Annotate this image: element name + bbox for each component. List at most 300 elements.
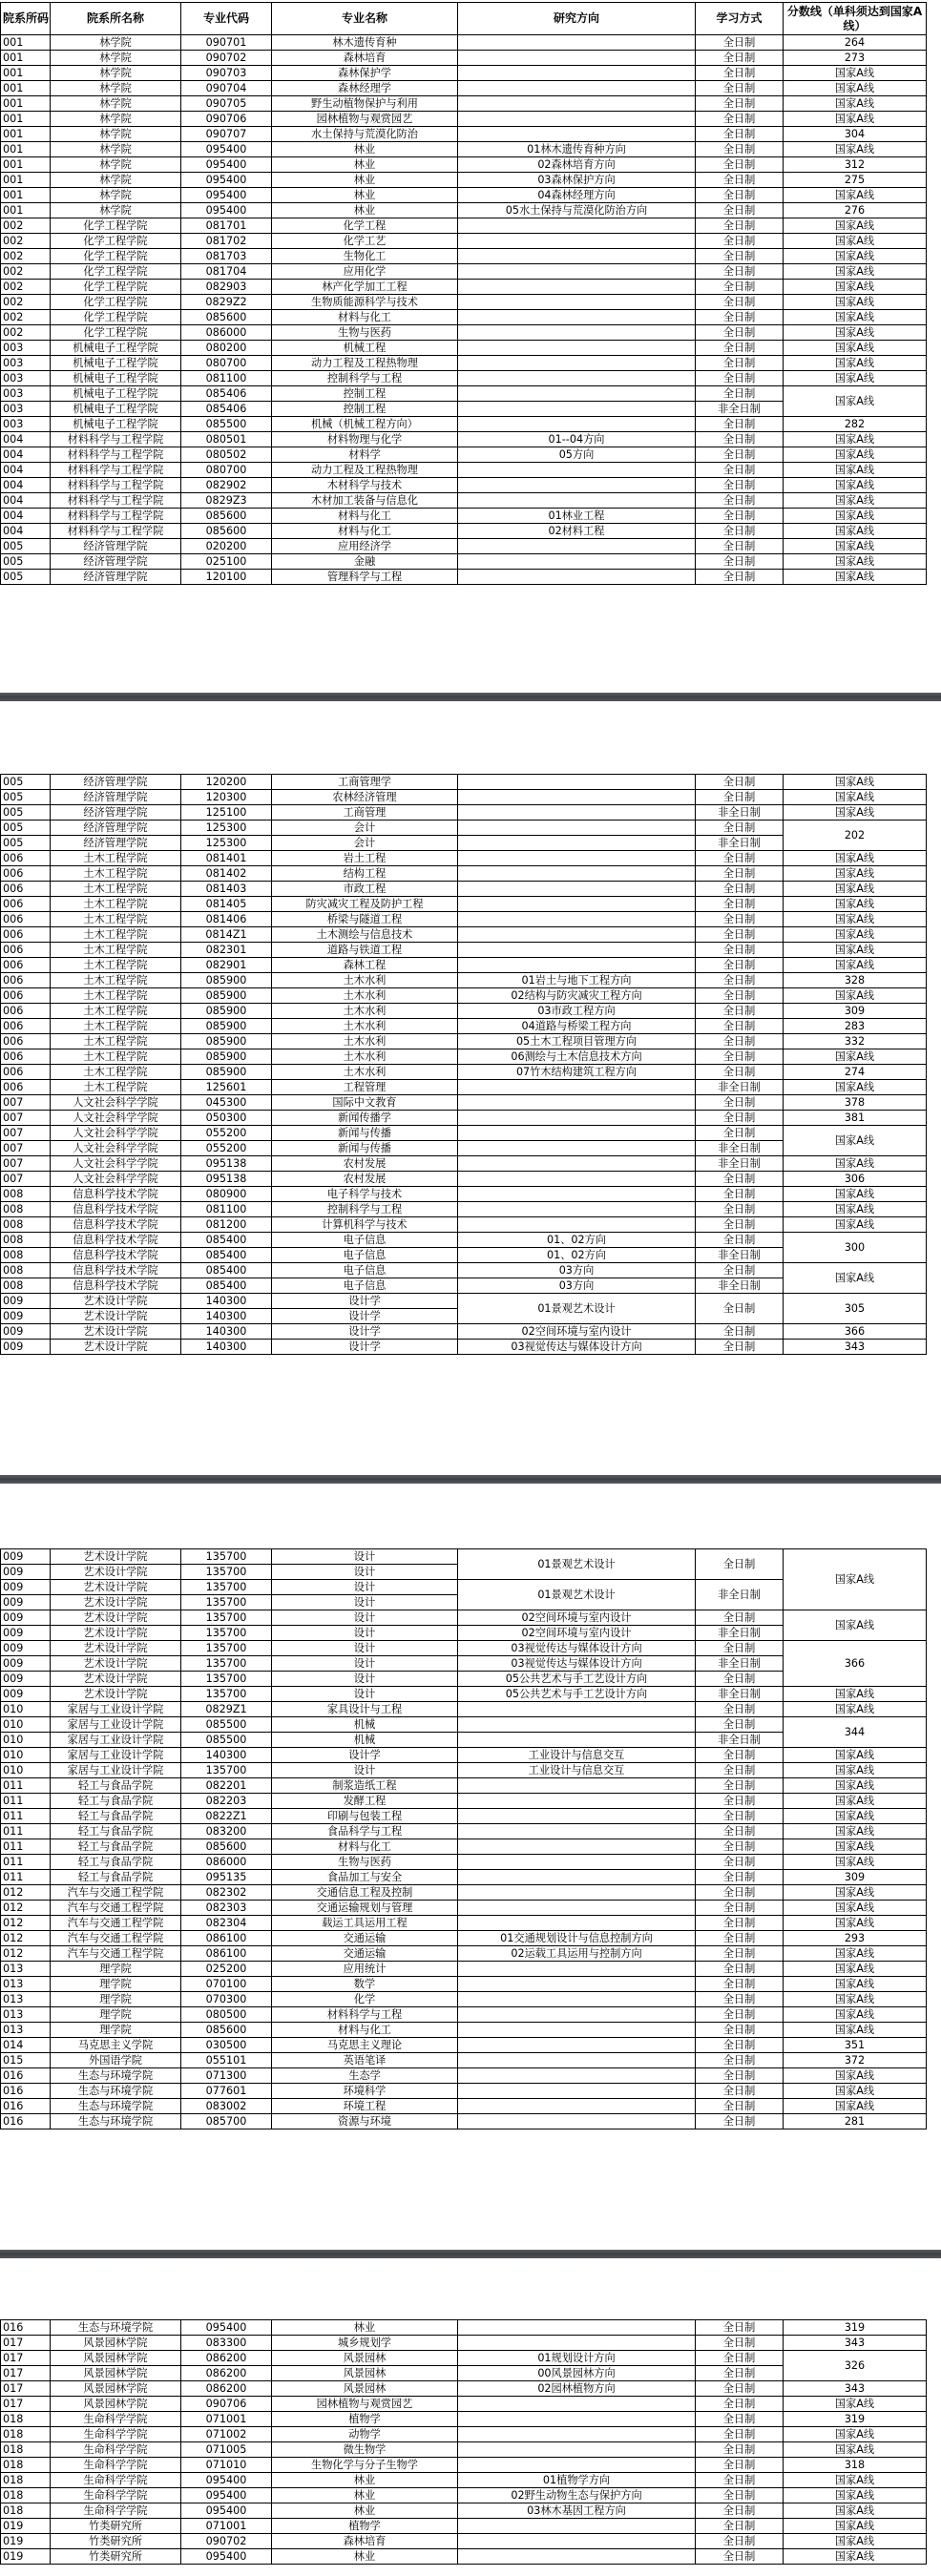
score-line-cell: 国家A线 [784, 1824, 927, 1839]
research-direction-cell [458, 882, 696, 897]
major-code-cell: 081100 [181, 371, 272, 386]
dept-name-cell: 土木工程学院 [51, 988, 181, 1004]
major-code-cell: 090706 [181, 112, 272, 127]
study-mode-cell: 全日制 [696, 2442, 784, 2458]
major-code-cell: 125601 [181, 1080, 272, 1095]
research-direction-cell: 01景观艺术设计 [458, 1294, 696, 1324]
dept-code-cell: 007 [1, 1126, 51, 1141]
major-name-cell: 机械工程 [272, 341, 458, 356]
dept-name-cell: 风景园林学院 [51, 2381, 181, 2397]
study-mode-cell: 全日制 [696, 1916, 784, 1931]
score-line-cell: 国家A线 [784, 234, 927, 249]
dept-name-cell: 生态与环境学院 [51, 2114, 181, 2129]
dept-code-cell: 017 [1, 2397, 51, 2412]
major-name-cell: 植物学 [272, 2519, 458, 2534]
dept-code-cell: 001 [1, 35, 51, 51]
table-row [1, 417, 927, 432]
table-row [1, 1885, 927, 1901]
major-code-cell: 095135 [181, 1870, 272, 1885]
table-row [1, 386, 927, 402]
table-row [1, 1809, 927, 1824]
major-code-cell: 085900 [181, 988, 272, 1004]
major-name-cell: 印刷与包装工程 [272, 1809, 458, 1824]
score-line-cell: 273 [784, 51, 927, 66]
major-code-cell: 080501 [181, 432, 272, 447]
dept-name-cell: 林学院 [51, 66, 181, 81]
research-direction-cell [458, 1839, 696, 1855]
table-row [1, 1202, 927, 1217]
major-code-cell: 081403 [181, 882, 272, 897]
dept-code-cell: 018 [1, 2427, 51, 2442]
table-row [1, 1916, 927, 1931]
dept-code-cell: 017 [1, 2381, 51, 2397]
page-separator [0, 1475, 941, 1484]
major-name-cell: 微生物学 [272, 2442, 458, 2458]
dept-name-cell: 林学院 [51, 173, 181, 188]
score-line-cell: 343 [784, 2336, 927, 2351]
major-name-cell: 土木水利 [272, 973, 458, 988]
score-line-cell: 国家A线 [784, 1687, 927, 1702]
research-direction-cell: 03视觉传达与媒体设计方向 [458, 1656, 696, 1672]
dept-name-cell: 土木工程学院 [51, 851, 181, 866]
research-direction-cell: 02空间环境与室内设计 [458, 1610, 696, 1626]
dept-name-cell: 轻工与食品学院 [51, 1778, 181, 1794]
research-direction-cell [458, 2007, 696, 2023]
dept-code-cell: 016 [1, 2320, 51, 2336]
score-line-cell: 国家A线 [784, 927, 927, 943]
major-name-cell: 林业 [272, 203, 458, 218]
study-mode-cell: 全日制 [696, 447, 784, 463]
score-line-cell: 国家A线 [784, 1202, 927, 1217]
dept-name-cell: 信息科学技术学院 [51, 1233, 181, 1248]
major-name-cell: 新闻与传播 [272, 1126, 458, 1141]
study-mode-cell: 非全日制 [696, 805, 784, 821]
major-name-cell: 园林植物与观赏园艺 [272, 112, 458, 127]
dept-code-cell: 018 [1, 2503, 51, 2519]
research-direction-cell [458, 851, 696, 866]
research-direction-cell [458, 1702, 696, 1717]
research-direction-cell [458, 912, 696, 927]
major-name-cell: 应用经济学 [272, 539, 458, 554]
study-mode-cell: 全日制 [696, 310, 784, 325]
table-row [1, 432, 927, 447]
major-code-cell: 135700 [181, 1687, 272, 1702]
research-direction-cell: 06测绘与土木信息技术方向 [458, 1049, 696, 1065]
research-direction-cell: 05公共艺术与手工艺设计方向 [458, 1687, 696, 1702]
score-line-cell: 国家A线 [784, 1778, 927, 1794]
research-direction-cell [458, 234, 696, 249]
table-row [1, 234, 927, 249]
dept-name-cell: 信息科学技术学院 [51, 1248, 181, 1263]
research-direction-cell [458, 386, 696, 402]
study-mode-cell: 全日制 [696, 1610, 784, 1626]
study-mode-cell: 全日制 [696, 988, 784, 1004]
table-row [1, 1065, 927, 1080]
dept-code-cell: 006 [1, 1019, 51, 1034]
score-line-cell: 国家A线 [784, 2084, 927, 2099]
score-line-cell: 国家A线 [784, 805, 927, 821]
research-direction-cell: 04森林经理方向 [458, 188, 696, 203]
dept-name-cell: 艺术设计学院 [51, 1565, 181, 1580]
table-row [1, 2519, 927, 2534]
research-direction-cell: 01林木遗传育种方向 [458, 142, 696, 157]
major-code-cell: 081200 [181, 1217, 272, 1233]
major-name-cell: 设计学 [272, 1294, 458, 1309]
major-name-cell: 森林工程 [272, 958, 458, 973]
major-code-cell: 086200 [181, 2366, 272, 2381]
research-direction-cell: 01、02方向 [458, 1248, 696, 1263]
score-line-cell: 305 [784, 1294, 927, 1324]
dept-code-cell: 006 [1, 943, 51, 958]
major-name-cell: 土木水利 [272, 1034, 458, 1049]
dept-code-cell: 009 [1, 1324, 51, 1340]
study-mode-cell: 全日制 [696, 81, 784, 96]
table-row [1, 1824, 927, 1839]
dept-code-cell: 009 [1, 1595, 51, 1610]
dept-name-cell: 竹类研究所 [51, 2549, 181, 2565]
major-code-cell: 080200 [181, 341, 272, 356]
dept-name-cell: 轻工与食品学院 [51, 1870, 181, 1885]
dept-code-cell: 002 [1, 218, 51, 234]
research-direction-cell: 05公共艺术与手工艺设计方向 [458, 1672, 696, 1687]
major-name-cell: 动力工程及工程热物理 [272, 356, 458, 371]
research-direction-cell: 01、02方向 [458, 1233, 696, 1248]
major-code-cell: 082301 [181, 943, 272, 958]
major-code-cell: 085900 [181, 1019, 272, 1034]
dept-code-cell: 001 [1, 96, 51, 112]
research-direction-cell [458, 417, 696, 432]
major-name-cell: 食品科学与工程 [272, 1824, 458, 1839]
study-mode-cell: 全日制 [696, 1702, 784, 1717]
dept-code-cell: 011 [1, 1778, 51, 1794]
study-mode-cell: 非全日制 [696, 1278, 784, 1294]
major-code-cell: 071001 [181, 2519, 272, 2534]
study-mode-cell: 全日制 [696, 1126, 784, 1141]
major-name-cell: 新闻传播学 [272, 1111, 458, 1126]
dept-name-cell: 土木工程学院 [51, 897, 181, 912]
study-mode-cell: 全日制 [696, 1855, 784, 1870]
major-name-cell: 材料与化工 [272, 2023, 458, 2038]
research-direction-cell [458, 927, 696, 943]
research-direction-cell [458, 1977, 696, 1992]
major-name-cell: 风景园林 [272, 2381, 458, 2397]
study-mode-cell: 全日制 [696, 958, 784, 973]
score-line-cell: 国家A线 [784, 1901, 927, 1916]
score-line-cell: 328 [784, 973, 927, 988]
major-name-cell: 设计 [272, 1565, 458, 1580]
table-body [1, 35, 927, 585]
score-line-cell: 国家A线 [784, 310, 927, 325]
score-line-cell: 国家A线 [784, 2503, 927, 2519]
score-line-cell: 344 [784, 1717, 927, 1748]
study-mode-cell: 全日制 [696, 142, 784, 157]
major-code-cell: 140300 [181, 1340, 272, 1355]
table-row [1, 1763, 927, 1778]
dept-code-cell: 001 [1, 127, 51, 142]
table-header-row [1, 3, 927, 35]
study-mode-cell: 全日制 [696, 1004, 784, 1019]
major-code-cell: 085600 [181, 509, 272, 524]
dept-code-cell: 004 [1, 509, 51, 524]
table-row [1, 1610, 927, 1626]
dept-name-cell: 林学院 [51, 188, 181, 203]
major-name-cell: 农村发展 [272, 1172, 458, 1187]
dept-code-cell: 001 [1, 203, 51, 218]
dept-name-cell: 艺术设计学院 [51, 1626, 181, 1641]
dept-code-cell: 006 [1, 1049, 51, 1065]
score-line-cell: 国家A线 [784, 2007, 927, 2023]
table-row [1, 1870, 927, 1885]
dept-name-cell: 化学工程学院 [51, 325, 181, 341]
research-direction-cell [458, 493, 696, 509]
dept-code-cell: 009 [1, 1610, 51, 1626]
table-row [1, 554, 927, 570]
major-name-cell: 结构工程 [272, 866, 458, 882]
major-name-cell: 生物与医药 [272, 325, 458, 341]
major-name-cell: 金融 [272, 554, 458, 570]
study-mode-cell: 全日制 [696, 1095, 784, 1111]
major-code-cell: 120200 [181, 775, 272, 790]
major-name-cell: 森林培育 [272, 51, 458, 66]
study-mode-cell: 全日制 [696, 2473, 784, 2488]
dept-code-cell: 016 [1, 2068, 51, 2084]
research-direction-cell: 07竹木结构建筑工程方向 [458, 1065, 696, 1080]
major-name-cell: 会计 [272, 821, 458, 836]
study-mode-cell: 全日制 [696, 295, 784, 310]
major-code-cell: 085900 [181, 1049, 272, 1065]
study-mode-cell: 全日制 [696, 1049, 784, 1065]
dept-name-cell: 材料科学与工程学院 [51, 493, 181, 509]
score-line-cell: 国家A线 [784, 882, 927, 897]
study-mode-cell: 全日制 [696, 775, 784, 790]
major-name-cell: 设计 [272, 1641, 458, 1656]
dept-code-cell: 006 [1, 1004, 51, 1019]
major-code-cell: 086200 [181, 2381, 272, 2397]
major-name-cell: 载运工具运用工程 [272, 1916, 458, 1931]
study-mode-cell: 全日制 [696, 1172, 784, 1187]
study-mode-cell: 全日制 [696, 2007, 784, 2023]
score-line-cell: 国家A线 [784, 463, 927, 478]
study-mode-cell: 非全日制 [696, 1141, 784, 1156]
dept-code-cell: 006 [1, 927, 51, 943]
dept-name-cell: 土木工程学院 [51, 1034, 181, 1049]
major-code-cell: 055101 [181, 2053, 272, 2068]
score-line-cell: 国家A线 [784, 958, 927, 973]
dept-name-cell: 化学工程学院 [51, 280, 181, 295]
dept-code-cell: 005 [1, 836, 51, 851]
dept-name-cell: 机械电子工程学院 [51, 386, 181, 402]
research-direction-cell [458, 1962, 696, 1977]
score-line-cell: 国家A线 [784, 2534, 927, 2549]
table-row [1, 912, 927, 927]
table-row [1, 524, 927, 539]
dept-name-cell: 竹类研究所 [51, 2519, 181, 2534]
dept-name-cell: 生态与环境学院 [51, 2320, 181, 2336]
study-mode-cell: 非全日制 [696, 836, 784, 851]
score-line-cell: 国家A线 [784, 264, 927, 280]
research-direction-cell [458, 35, 696, 51]
score-line-cell: 国家A线 [784, 897, 927, 912]
table-row [1, 173, 927, 188]
table-row [1, 866, 927, 882]
research-direction-cell [458, 2458, 696, 2473]
score-line-cell: 国家A线 [784, 447, 927, 463]
dept-name-cell: 生命科学学院 [51, 2503, 181, 2519]
major-name-cell: 环境科学 [272, 2084, 458, 2099]
dept-name-cell: 土木工程学院 [51, 866, 181, 882]
study-mode-cell: 非全日制 [696, 402, 784, 417]
study-mode-cell: 全日制 [696, 249, 784, 264]
research-direction-cell [458, 2549, 696, 2565]
dept-name-cell: 生命科学学院 [51, 2442, 181, 2458]
dept-name-cell: 汽车与交通工程学院 [51, 1916, 181, 1931]
table-row [1, 2381, 927, 2397]
table-row [1, 203, 927, 218]
research-direction-cell: 02运载工具运用与控制方向 [458, 1946, 696, 1962]
study-mode-cell: 全日制 [696, 1065, 784, 1080]
major-name-cell: 制浆造纸工程 [272, 1778, 458, 1794]
dept-name-cell: 机械电子工程学院 [51, 371, 181, 386]
study-mode-cell: 全日制 [696, 2534, 784, 2549]
table-row [1, 325, 927, 341]
major-name-cell: 控制工程 [272, 402, 458, 417]
major-code-cell: 135700 [181, 1549, 272, 1565]
research-direction-cell: 01岩土与地下工程方向 [458, 973, 696, 988]
research-direction-cell [458, 402, 696, 417]
score-line-cell: 293 [784, 1931, 927, 1946]
major-name-cell: 设计 [272, 1687, 458, 1702]
dept-name-cell: 经济管理学院 [51, 821, 181, 836]
major-name-cell: 设计学 [272, 1309, 458, 1324]
major-code-cell: 071010 [181, 2458, 272, 2473]
research-direction-cell [458, 775, 696, 790]
dept-code-cell: 006 [1, 973, 51, 988]
table-row [1, 1946, 927, 1962]
dept-name-cell: 经济管理学院 [51, 775, 181, 790]
score-line-cell: 国家A线 [784, 218, 927, 234]
dept-code-cell: 004 [1, 447, 51, 463]
dept-name-cell: 人文社会科学学院 [51, 1141, 181, 1156]
score-line-cell: 国家A线 [784, 1916, 927, 1931]
major-code-cell: 081401 [181, 851, 272, 866]
research-direction-cell [458, 2099, 696, 2114]
dept-code-cell: 001 [1, 81, 51, 96]
research-direction-cell [458, 280, 696, 295]
dept-code-cell: 009 [1, 1565, 51, 1580]
major-code-cell: 081701 [181, 218, 272, 234]
study-mode-cell: 全日制 [696, 2038, 784, 2053]
major-name-cell: 应用统计 [272, 1962, 458, 1977]
dept-name-cell: 土木工程学院 [51, 958, 181, 973]
study-mode-cell: 全日制 [696, 325, 784, 341]
major-code-cell: 0829Z1 [181, 1702, 272, 1717]
dept-code-cell: 012 [1, 1916, 51, 1931]
research-direction-cell: 03林木基因工程方向 [458, 2503, 696, 2519]
major-name-cell: 交通信息工程及控制 [272, 1885, 458, 1901]
major-code-cell: 082303 [181, 1901, 272, 1916]
major-code-cell: 085700 [181, 2114, 272, 2129]
table-row [1, 2412, 927, 2427]
dept-code-cell: 012 [1, 1901, 51, 1916]
research-direction-cell [458, 127, 696, 142]
major-code-cell: 135700 [181, 1672, 272, 1687]
table-row [1, 2351, 927, 2366]
research-direction-cell [458, 371, 696, 386]
dept-code-cell: 001 [1, 142, 51, 157]
table-row [1, 509, 927, 524]
major-code-cell: 086200 [181, 2351, 272, 2366]
score-line-cell: 国家A线 [784, 1763, 927, 1778]
major-code-cell: 135700 [181, 1763, 272, 1778]
dept-code-cell: 013 [1, 1992, 51, 2007]
dept-name-cell: 家居与工业设计学院 [51, 1748, 181, 1763]
major-name-cell: 电子信息 [272, 1263, 458, 1278]
dept-code-cell: 004 [1, 463, 51, 478]
research-direction-cell: 01景观艺术设计 [458, 1580, 696, 1610]
table-row [1, 1962, 927, 1977]
score-line-cell: 国家A线 [784, 1946, 927, 1962]
major-code-cell: 095138 [181, 1172, 272, 1187]
research-direction-cell: 03方向 [458, 1278, 696, 1294]
major-code-cell: 080500 [181, 2007, 272, 2023]
study-mode-cell: 全日制 [696, 524, 784, 539]
major-name-cell: 城乡规划学 [272, 2336, 458, 2351]
major-name-cell: 林业 [272, 188, 458, 203]
major-code-cell: 085400 [181, 1233, 272, 1248]
major-name-cell: 生物质能源科学与技术 [272, 295, 458, 310]
dept-code-cell: 001 [1, 66, 51, 81]
table-row [1, 2397, 927, 2412]
major-code-cell: 085900 [181, 973, 272, 988]
dept-code-cell: 006 [1, 1034, 51, 1049]
dept-code-cell: 006 [1, 1065, 51, 1080]
major-code-cell: 085900 [181, 1004, 272, 1019]
table-row [1, 2320, 927, 2336]
major-code-cell: 140300 [181, 1294, 272, 1309]
major-name-cell: 土木水利 [272, 1065, 458, 1080]
score-line-cell: 国家A线 [784, 1263, 927, 1294]
dept-code-cell: 007 [1, 1111, 51, 1126]
major-name-cell: 风景园林 [272, 2366, 458, 2381]
study-mode-cell: 全日制 [696, 570, 784, 585]
study-mode-cell: 全日制 [696, 1870, 784, 1885]
major-name-cell: 材料物理与化学 [272, 432, 458, 447]
dept-name-cell: 艺术设计学院 [51, 1309, 181, 1324]
page-separator [0, 2250, 941, 2258]
major-code-cell: 0829Z3 [181, 493, 272, 509]
table-row [1, 1748, 927, 1763]
major-name-cell: 森林经理学 [272, 81, 458, 96]
major-code-cell: 086000 [181, 325, 272, 341]
study-mode-cell: 全日制 [696, 1233, 784, 1248]
major-code-cell: 083002 [181, 2099, 272, 2114]
table-row [1, 805, 927, 821]
study-mode-cell: 全日制 [696, 1809, 784, 1824]
research-direction-cell [458, 112, 696, 127]
dept-name-cell: 经济管理学院 [51, 554, 181, 570]
study-mode-cell: 全日制 [696, 112, 784, 127]
score-line-cell: 国家A线 [784, 2099, 927, 2114]
major-code-cell: 080502 [181, 447, 272, 463]
major-code-cell: 082302 [181, 1885, 272, 1901]
research-direction-cell [458, 1217, 696, 1233]
study-mode-cell: 全日制 [696, 432, 784, 447]
research-direction-cell [458, 1141, 696, 1156]
study-mode-cell: 全日制 [696, 51, 784, 66]
score-line-cell: 332 [784, 1034, 927, 1049]
major-name-cell: 管理科学与工程 [272, 570, 458, 585]
dept-code-cell: 003 [1, 371, 51, 386]
